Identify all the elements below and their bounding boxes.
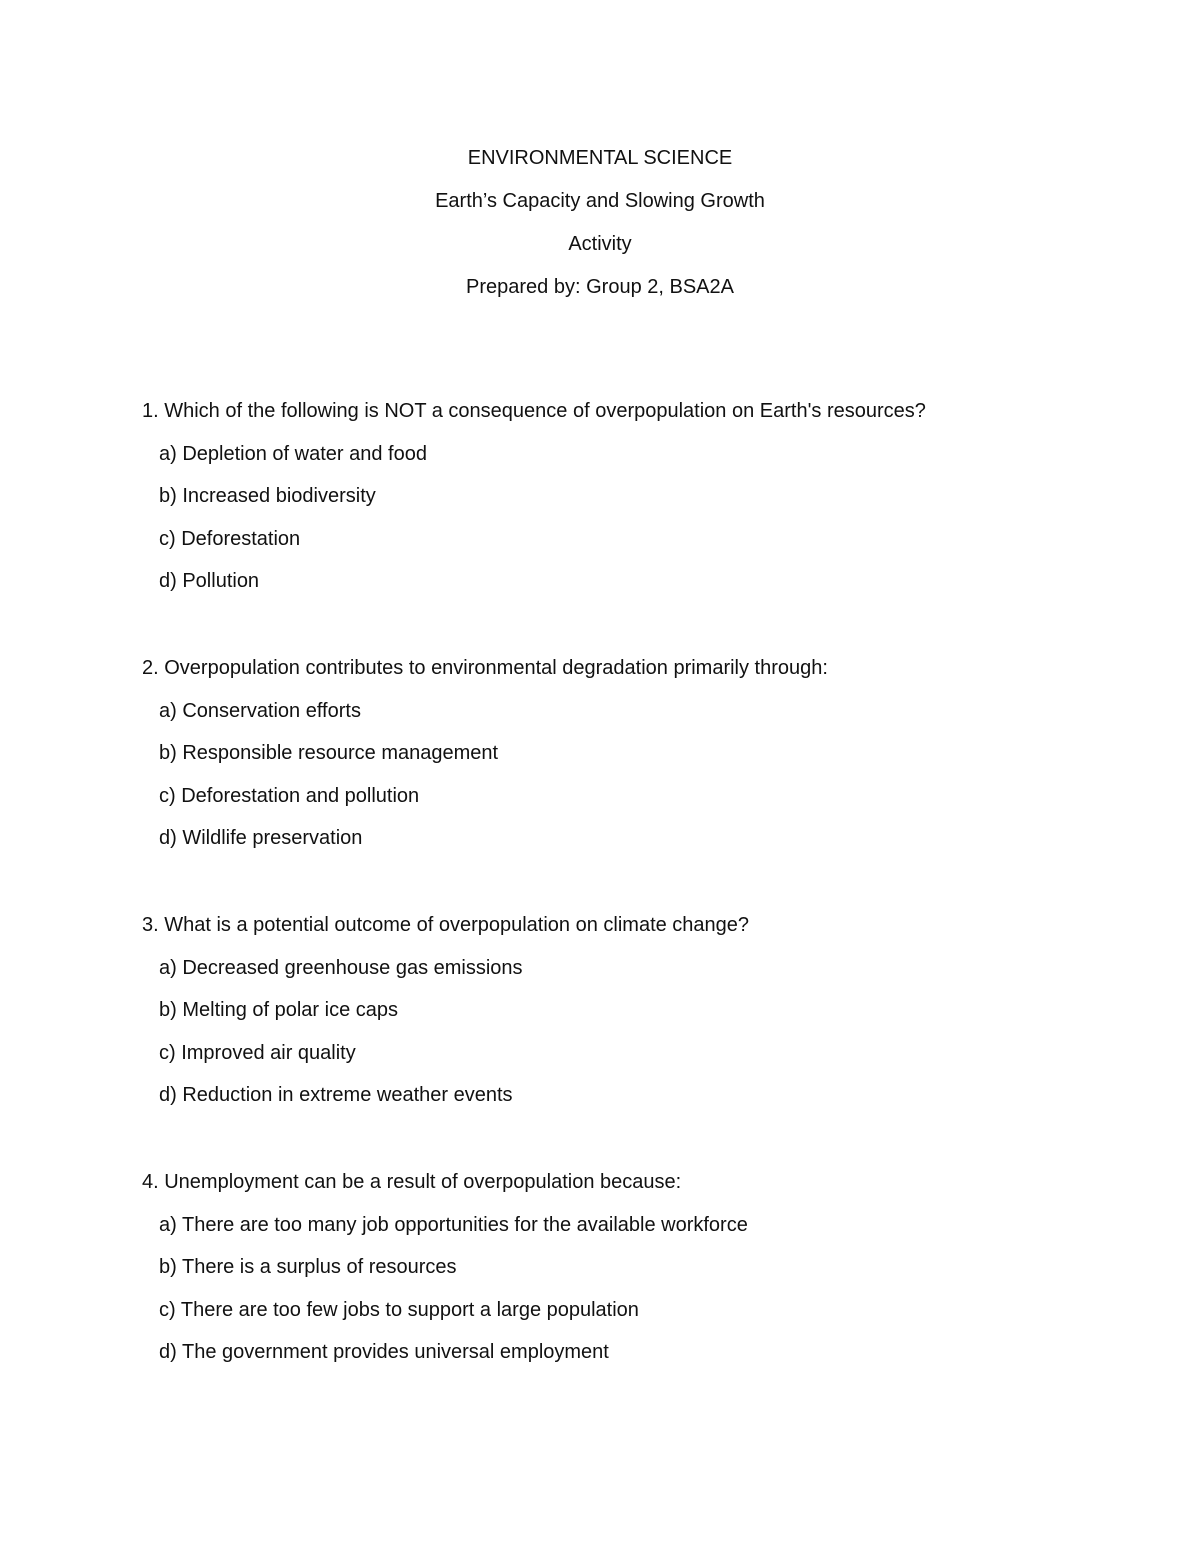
question-4: [142, 1161, 1142, 1418]
option-a: a) Decreased greenhouse gas emissions: [159, 956, 523, 979]
option-d: d) Pollution: [159, 570, 260, 593]
course-title: ENVIRONMENTAL SCIENCE: [467, 147, 733, 169]
question-3: [142, 904, 1142, 1161]
option-a: a) There are too many job opportunities for the available workforce: [159, 1213, 748, 1236]
question-text: 3. What is a potential outcome of overpopulation on climate change?: [142, 914, 750, 936]
option-c: c) Improved air quality: [159, 1041, 356, 1064]
question-text: 2. Overpopulation contributes to environmental degradation primarily through:: [142, 657, 828, 679]
option-b: b) Melting of polar ice caps: [159, 999, 399, 1022]
option-a: a) Conservation efforts: [159, 699, 361, 722]
prepared-by: Prepared by: Group 2, BSA2A: [466, 276, 734, 298]
option-d: d) Reduction in extreme weather events: [159, 1084, 513, 1107]
option-c: c) Deforestation and pollution: [159, 784, 420, 807]
option-d: d) The government provides universal employment: [159, 1341, 609, 1364]
question-1: [142, 390, 1142, 647]
option-c: c) Deforestation: [159, 527, 301, 550]
option-b: b) There is a surplus of resources: [159, 1256, 457, 1279]
option-b: b) Responsible resource management: [159, 742, 499, 765]
option-d: d) Wildlife preservation: [159, 827, 363, 850]
activity-label: Activity: [568, 233, 632, 255]
question-2: [142, 647, 1142, 904]
option-c: c) There are too few jobs to support a large population: [159, 1298, 639, 1321]
option-a: a) Depletion of water and food: [159, 442, 427, 465]
topic-title: Earth’s Capacity and Slowing Growth: [435, 190, 765, 212]
question-text: 4. Unemployment can be a result of overpopulation because:: [142, 1171, 682, 1193]
question-text: 1. Which of the following is NOT a consequence of overpopulation on Earth's resources?: [142, 400, 926, 422]
document-header: [0, 137, 1200, 309]
question-list: [142, 390, 1142, 1418]
option-b: b) Increased biodiversity: [159, 485, 376, 508]
